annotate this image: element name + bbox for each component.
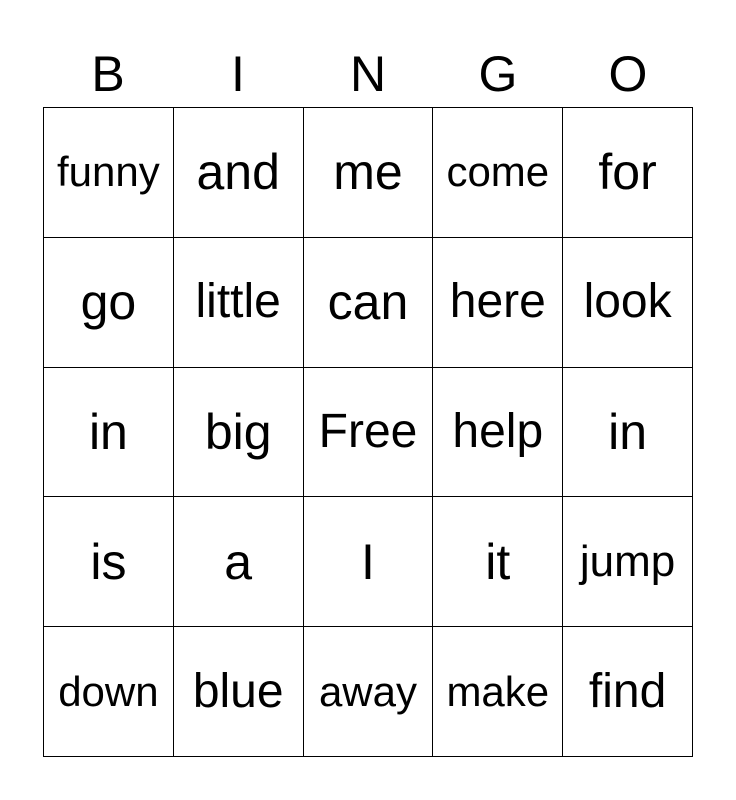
bingo-cell[interactable]: in	[563, 368, 693, 498]
bingo-cell[interactable]: me	[304, 108, 434, 238]
bingo-cell[interactable]: can	[304, 238, 434, 368]
bingo-cell[interactable]: go	[44, 238, 174, 368]
bingo-cell[interactable]: little	[174, 238, 304, 368]
header-letter-b: B	[91, 46, 125, 102]
bingo-cell[interactable]: in	[44, 368, 174, 498]
bingo-cell[interactable]: help	[433, 368, 563, 498]
header-letter-g: G	[478, 46, 518, 102]
bingo-cell[interactable]: is	[44, 497, 174, 627]
bingo-cell[interactable]: here	[433, 238, 563, 368]
bingo-header	[43, 44, 693, 104]
free-space-cell[interactable]: Free	[304, 368, 434, 498]
bingo-cell[interactable]: make	[433, 627, 563, 757]
header-letter-o: O	[608, 46, 648, 102]
bingo-cell[interactable]: away	[304, 627, 434, 757]
bingo-cell[interactable]: come	[433, 108, 563, 238]
header-letter-n: N	[349, 46, 387, 102]
bingo-cell[interactable]: I	[304, 497, 434, 627]
bingo-board	[43, 107, 693, 757]
bingo-cell[interactable]: blue	[174, 627, 304, 757]
bingo-cell[interactable]: and	[174, 108, 304, 238]
bingo-cell[interactable]: funny	[44, 108, 174, 238]
bingo-cell[interactable]: big	[174, 368, 304, 498]
bingo-cell[interactable]: look	[563, 238, 693, 368]
bingo-cell[interactable]: find	[563, 627, 693, 757]
bingo-cell[interactable]: jump	[563, 497, 693, 627]
bingo-cell[interactable]: it	[433, 497, 563, 627]
bingo-cell[interactable]: for	[563, 108, 693, 238]
bingo-cell[interactable]: a	[174, 497, 304, 627]
bingo-cell[interactable]: down	[44, 627, 174, 757]
header-letter-i: I	[231, 46, 245, 102]
